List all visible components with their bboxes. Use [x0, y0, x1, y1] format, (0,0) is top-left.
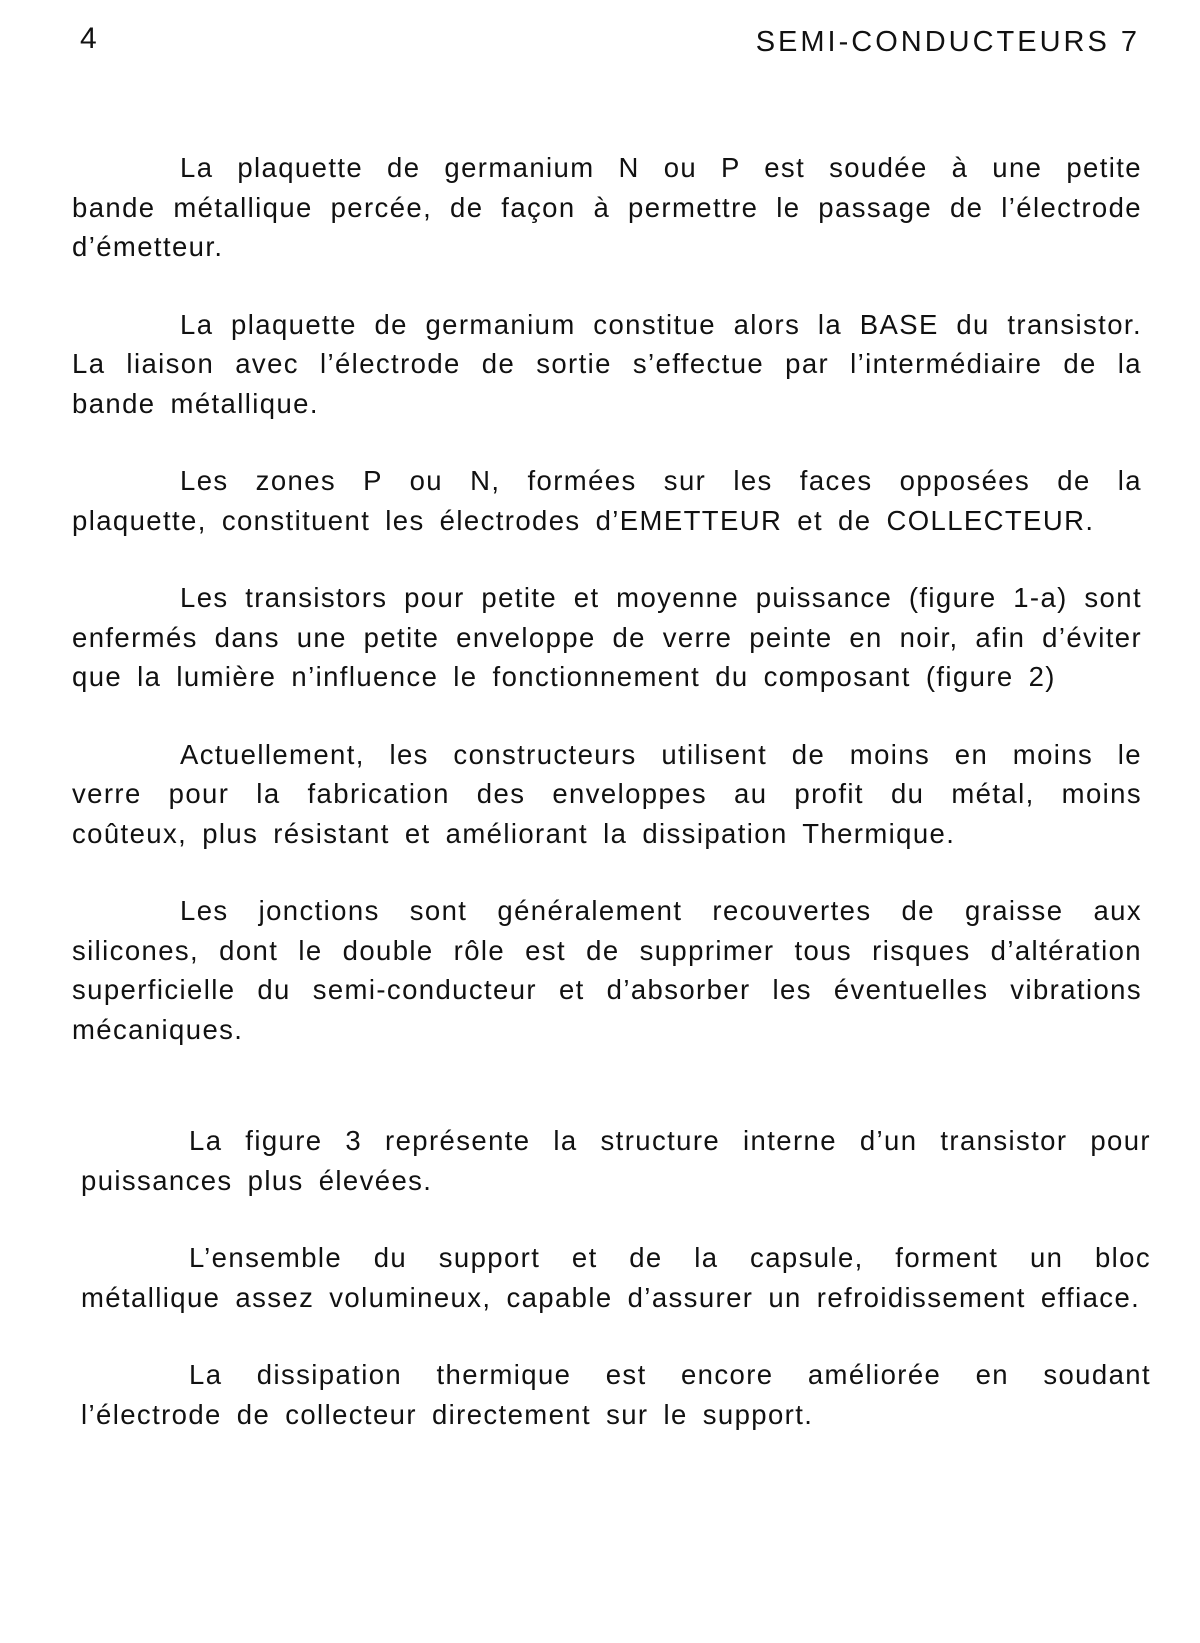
paragraph: La dissipation thermique est encore améliorée en soudant l’électrode de collecteur directement sur le support.	[81, 1359, 1151, 1430]
paragraph: Les jonctions sont généralement recouvertes de graisse aux silicones, dont le double rôle est de supprimer tous risques d’altération superficielle du semi-conducteur et d’absorber les éventuelles vibrations mécaniques.	[72, 895, 1142, 1045]
paragraph: La plaquette de germanium N ou P est soudée à une petite bande métallique percée, de façon à permettre le passage de l’électrode d’émetteur.	[72, 152, 1142, 262]
paragraph: La plaquette de germanium constitue alors la BASE du transistor. La liaison avec l’électrode de sortie s’effectue par l’intermédiaire de la bande métallique.	[72, 308, 1142, 419]
paragraph: L’ensemble du support et de la capsule, forment un bloc métallique assez volumineux, capable d’assurer un refroidissement effiace.	[81, 1242, 1151, 1313]
paragraph: Actuellement, les constructeurs utilisent de moins en moins le verre pour la fabrication des enveloppes au profit du métal, moins coûteux, plus résistant et améliorant la dissipation Thermique.	[72, 738, 1142, 849]
paragraph: Les transistors pour petite et moyenne puissance (figure 1-a) sont enfermés dans une petite enveloppe de verre peinte en noir, afin d’éviter que la lumière n’influence le fonctionnement du composant (figure 2)	[72, 582, 1142, 692]
paragraph: La figure 3 représente la structure interne d’un transistor pour puissances plus élevées.	[81, 1125, 1151, 1196]
page-number: 4	[80, 22, 98, 55]
body-text	[72, 148, 1151, 1434]
running-title: SEMI-CONDUCTEURS 7	[755, 26, 1140, 58]
paragraph: Les zones P ou N, formées sur les faces opposées de la plaquette, constituent les électrodes d’EMETTEUR et de COLLECTEUR.	[72, 465, 1142, 536]
